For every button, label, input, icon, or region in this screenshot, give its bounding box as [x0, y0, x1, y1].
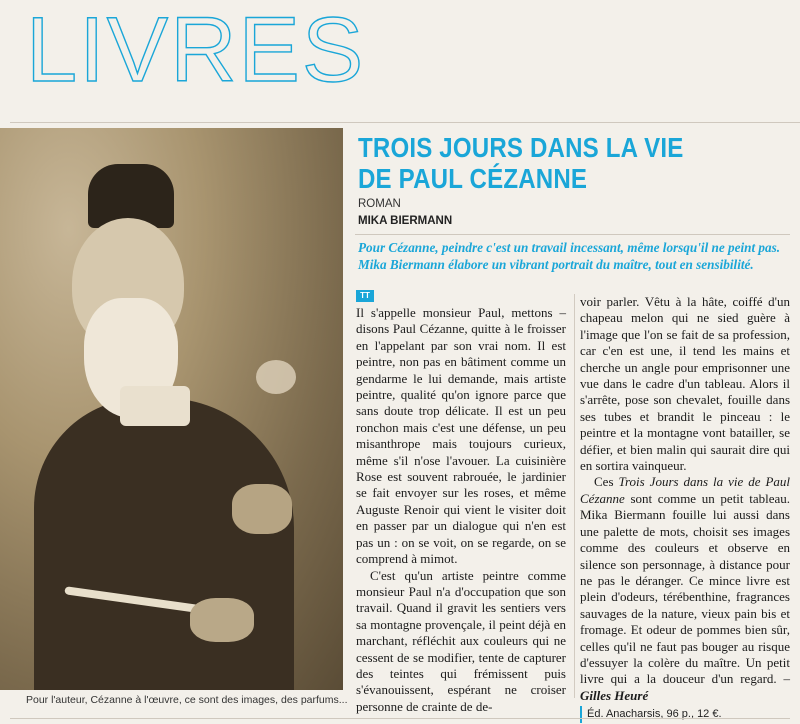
- book-title-italic: Trois Jours dans la vie de Paul Cézanne: [580, 474, 791, 506]
- reviewer-signature: Gilles Heuré: [580, 687, 649, 703]
- publication-reference: Éd. Anacharsis, 96 p., 12 €.: [580, 706, 790, 722]
- headline-line-1: TROIS JOURS DANS LA VIE: [358, 132, 684, 163]
- headline-line-2: DE PAUL CÉZANNE: [358, 163, 588, 194]
- paragraph-2: C'est qu'un artiste peintre comme monsieur Paul n'a d'occupation que son travail. Quand il gravit les sentiers vers sa montagne provençale, il peint déjà en marchant, réfléchit aux couleurs qui ne cessent de se modifier, tente de capturer des teintes qui frémissent puis s'évanouissent, espérant ne croiser personne de crainte de de-: [356, 567, 566, 714]
- paragraph-4-start: Ces: [594, 474, 619, 490]
- paragraph-4-body: sont comme un petit tableau. Mika Biermann fouille lui aussi dans une palette de mots, choisit ses images comme des couleurs et observe en silence son personnage, à distance pour ne pas le déranger. Ce mince livre est plein d'odeurs, térébenthine, fragrances sauvages de la nature, vieux pain bis et fromage. Et odeur de pommes bien sûr, celles qu'il ne faut pas bouger au risque d'essuyer la colère du maître. Un petit livre qui a la douceur d'un regard. –: [580, 490, 790, 687]
- book-author: MIKA BIERMANN: [358, 215, 453, 227]
- headline-divider: [355, 234, 790, 235]
- column-divider: [574, 294, 575, 698]
- article-column-1: [356, 305, 566, 715]
- article-lede: Pour Cézanne, peindre c'est un travail incessant, même lorsqu'il ne peint pas. Mika Biermann élabore un vibrant portrait du maître, tout en sensibilité.: [358, 240, 781, 272]
- cezanne-photo: [0, 128, 343, 690]
- article-column-2: [580, 294, 790, 723]
- rating-badge: TT: [356, 290, 374, 302]
- paragraph-4: [580, 474, 790, 704]
- book-genre: ROMAN: [358, 198, 401, 210]
- article-headline: [358, 132, 728, 194]
- photo-caption: Pour l'auteur, Cézanne à l'œuvre, ce sont des images, des parfums...: [26, 694, 348, 706]
- bottom-divider: [10, 718, 790, 719]
- top-divider: [10, 122, 800, 123]
- section-title: LIVRES: [26, 0, 366, 101]
- paragraph-3: voir parler. Vêtu à la hâte, coiffé d'un chapeau melon qui ne sied guère à l'image que l'on se fait de sa profession, car c'en est une, il tend les mains et cherche un angle pour emprisonner une vue dans le cadre d'un tableau. Alors il s'arrête, pose son chevalet, fouille dans ses tubes et brandit le pinceau : le peintre et la montagne vont batailler, se défier, et bien malin qui saurait dire qui en sortira vainqueur.: [580, 294, 790, 474]
- paragraph-1: Il s'appelle monsieur Paul, mettons – disons Paul Cézanne, quitte à le froisser en l'appelant par son vrai nom. Il est peintre, non pas en bâtiment comme un gendarme le lui demande, mais artiste peintre, qualité qu'on ignore parce que sans doute trop délicate. Il est un peu ronchon mais c'est une défense, un peu misanthrope mais toujours curieux, même s'il n'ose l'avouer. La cuisinière Rose est souvent rabrouée, le jardinier se fait envoyer sur les roses, et même Auguste Renoir qui vient le visiter doit en passer par un dialogue qui n'en est pas un : on se voit, on se regarde, on se comprend à mimot.: [356, 305, 566, 567]
